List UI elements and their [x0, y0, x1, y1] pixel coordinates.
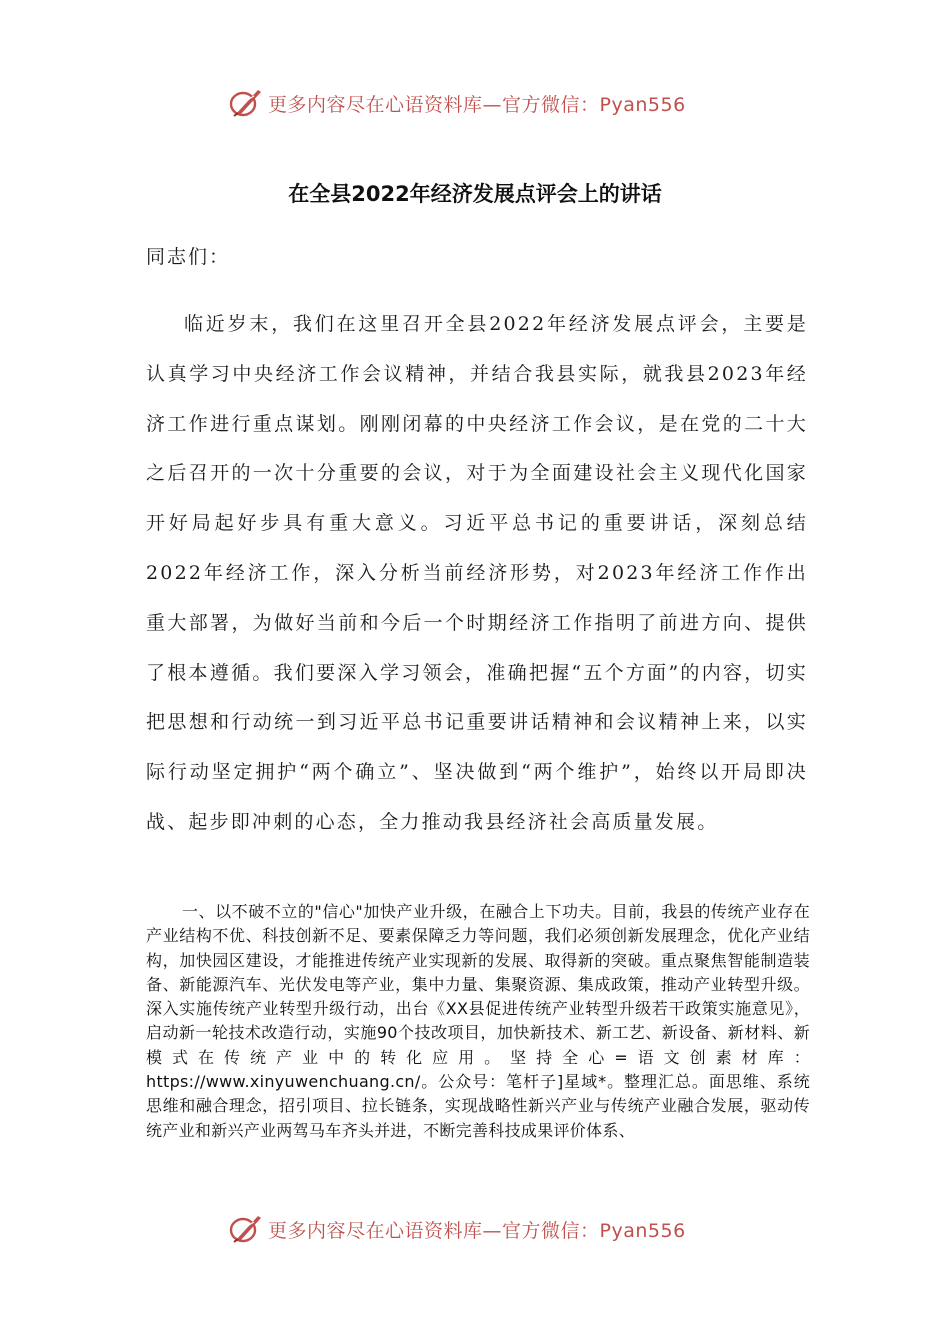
footer-banner [228, 1212, 748, 1246]
body-paragraph-2: 一、以不破不立的"信心"加快产业升级，在融合上下功夫。目前，我县的传统产业存在产业结构不优、科技创新不足、要素保障乏力等问题，我们必须创新发展理念，优化产业结构，加快园区建设，才能推进传统产业实现新的发展、取得新的突破。重点聚焦智能制造装备、新能源汽车、光伏发电等产业，集中力量、集聚资源、集成政策，推动产业转型升级。深入实施传统产业转型升级行动，出台《XX县促进传统产业转型升级若干政策实施意见》，启动新一轮技术改造行动，实施90个技改项目，加快新技术、新工艺、新设备、新材料、新模式在传统产业中的转化应用。坚持全心=语文创素材库：https://www.xinyuwenchuang.cn/。公众号：笔杆子]星域*。整理汇总。面思维、系统思维和融合理念，招引项目、拉长链条，实现战略性新兴产业与传统产业融合发展，驱动传统产业和新兴产业两驾马车齐头并进，不断完善科技成果评价体系、 [146, 902, 810, 1140]
header-banner [228, 86, 748, 120]
body-paragraph-1: 临近岁末，我们在这里召开全县2022年经济发展点评会，主要是认真学习中央经济工作会议精神，并结合我县实际，就我县2023年经济工作进行重点谋划。刚刚闭幕的中央经济工作会议，是在党的二十大之后召开的一次十分重要的会议，对于为全面建设社会主义现代化国家开好局起好步具有重大意义。习近平总书记的重要讲话，深刻总结2022年经济工作，深入分析当前经济形势，对2023年经济工作作出重大部署，为做好当前和今后一个时期经济工作指明了前进方向、提供了根本遵循。我们要深入学习领会，准确把握“五个方面”的内容，切实把思想和行动统一到习近平总书记重要讲话精神和会议精神上来，以实际行动坚定拥护“两个确立”、坚决做到“两个维护”，始终以开局即决战、起步即冲刺的心态，全力推动我县经济社会高质量发展。 [146, 313, 808, 833]
salutation: 同志们： [146, 246, 231, 268]
document-title: 在全县2022年经济发展点评会上的讲话 [288, 182, 662, 206]
wechat-id: Pyan556 [599, 93, 686, 116]
quill-pen-logo-icon [228, 86, 264, 120]
banner-slogan: 更多内容尽在心语资料库—官方微信： [268, 1219, 600, 1242]
banner-text [268, 90, 686, 117]
quill-pen-logo-icon [228, 1212, 264, 1246]
banner-slogan: 更多内容尽在心语资料库—官方微信： [268, 93, 600, 116]
banner-text [268, 1216, 686, 1243]
wechat-id: Pyan556 [599, 1219, 686, 1242]
